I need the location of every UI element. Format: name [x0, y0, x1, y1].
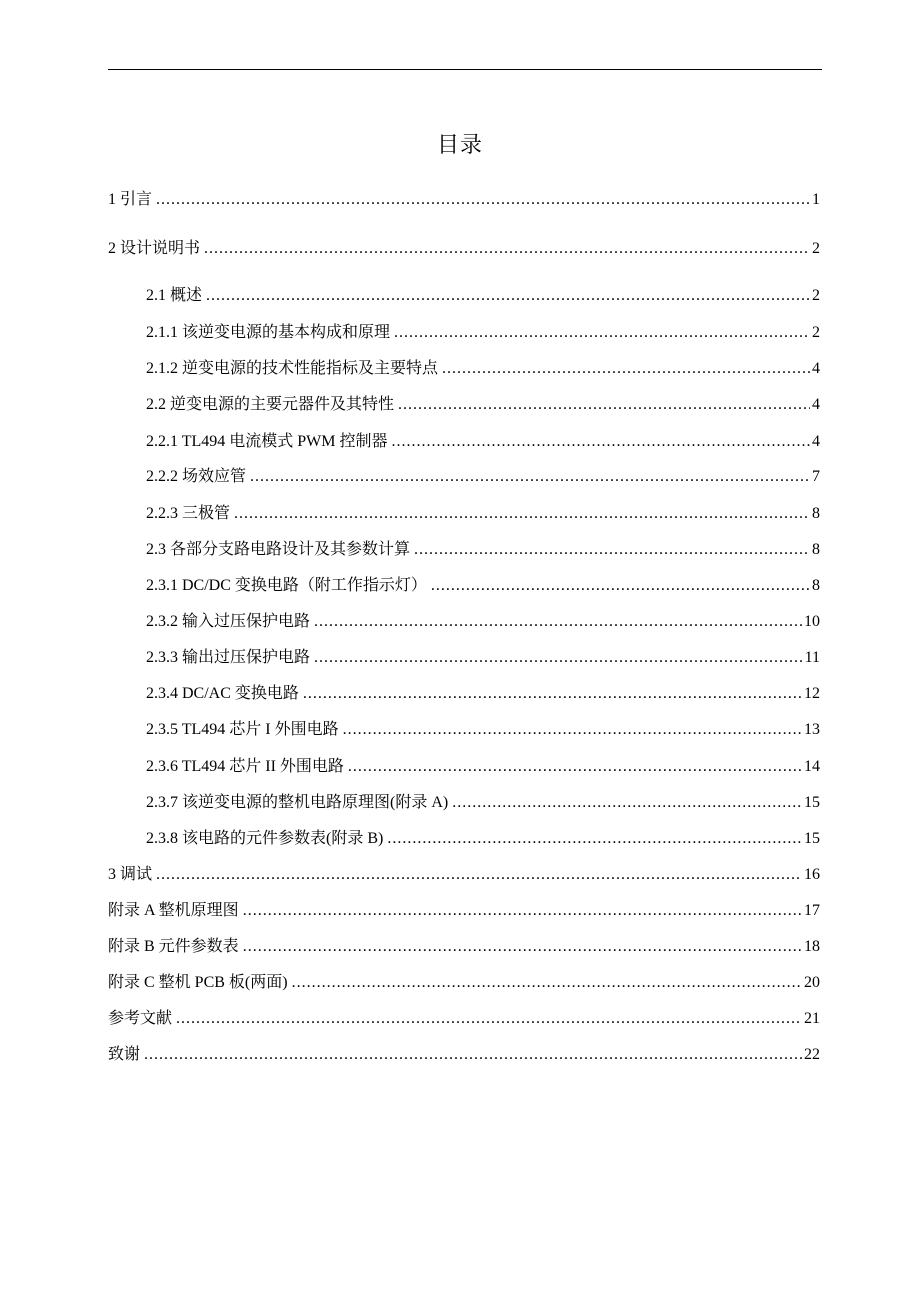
toc-entry[interactable] — [108, 937, 820, 957]
toc-leader-dots — [394, 323, 810, 343]
toc-entry[interactable] — [146, 286, 820, 306]
toc-entry-page: 11 — [804, 649, 820, 666]
toc-entry-label: 2.2.2 场效应管 — [146, 468, 247, 485]
toc-entry-label: 2.3.4 DC/AC 变换电路 — [146, 685, 299, 702]
toc-leader-dots — [414, 540, 810, 560]
toc-entry-page: 18 — [804, 938, 820, 955]
toc-entry-page: 21 — [804, 1010, 820, 1027]
toc-entry-label: 2.2 逆变电源的主要元器件及其特性 — [146, 396, 395, 413]
toc-entry-label: 2.3 各部分支路电路设计及其参数计算 — [146, 541, 411, 558]
toc-entry-page: 1 — [812, 191, 820, 208]
toc-entry[interactable] — [146, 504, 820, 524]
toc-leader-dots — [292, 973, 802, 993]
toc-entry[interactable] — [146, 432, 820, 452]
toc-entry[interactable] — [146, 684, 820, 704]
toc-entry-page: 8 — [812, 541, 820, 558]
toc-entry-label: 2.3.3 输出过压保护电路 — [146, 649, 311, 666]
page-title: 目录 — [436, 132, 483, 157]
toc-leader-dots — [156, 190, 810, 210]
toc-leader-dots — [250, 467, 810, 487]
toc-entry-label: 2.3.5 TL494 芯片 I 外围电路 — [146, 721, 339, 738]
toc-entry-page: 4 — [812, 360, 820, 377]
toc-leader-dots — [314, 612, 802, 632]
toc-entry-label: 2.1.2 逆变电源的技术性能指标及主要特点 — [146, 360, 439, 377]
toc-leader-dots — [144, 1045, 802, 1065]
toc-leader-dots — [206, 286, 810, 306]
toc-leader-dots — [392, 432, 811, 452]
toc-leader-dots — [387, 829, 802, 849]
toc-entry[interactable] — [108, 1009, 820, 1029]
toc-entry[interactable] — [108, 190, 820, 210]
toc-entry-label: 2.1.1 该逆变电源的基本构成和原理 — [146, 324, 391, 341]
toc-leader-dots — [204, 239, 810, 259]
toc-leader-dots — [314, 648, 803, 668]
toc-entry-page: 20 — [804, 974, 820, 991]
toc-entry-label: 2 设计说明书 — [108, 240, 201, 257]
toc-entry[interactable] — [146, 757, 820, 777]
toc-entry[interactable] — [146, 612, 820, 632]
toc-entry[interactable] — [146, 720, 820, 740]
toc-entry-page: 10 — [804, 613, 820, 630]
toc-entry-label: 1 引言 — [108, 191, 153, 208]
toc-entry[interactable] — [146, 467, 820, 487]
toc-entry[interactable] — [146, 395, 820, 415]
toc-leader-dots — [156, 865, 802, 885]
toc-entry-page: 8 — [812, 577, 820, 594]
toc-entry-page: 15 — [804, 794, 820, 811]
toc-entry-page: 4 — [812, 433, 820, 450]
toc-leader-dots — [398, 395, 810, 415]
toc-entry[interactable] — [108, 973, 820, 993]
toc-leader-dots — [303, 684, 802, 704]
toc-entry-label: 2.3.6 TL494 芯片 II 外围电路 — [146, 758, 344, 775]
toc-leader-dots — [452, 793, 802, 813]
toc-entry-page: 4 — [812, 396, 820, 413]
toc-entry[interactable] — [146, 576, 820, 596]
toc-entry[interactable] — [108, 1045, 820, 1065]
toc-entry-label: 2.3.8 该电路的元件参数表(附录 B) — [146, 830, 384, 847]
toc-entry[interactable] — [146, 829, 820, 849]
toc-entry-label: 附录 A 整机原理图 — [108, 902, 239, 919]
toc-entry-page: 17 — [804, 902, 820, 919]
toc-entry-page: 2 — [812, 324, 820, 341]
toc-entry-page: 22 — [804, 1046, 820, 1063]
toc-entry-label: 2.3.7 该逆变电源的整机电路原理图(附录 A) — [146, 794, 449, 811]
toc-leader-dots — [348, 757, 802, 777]
toc-entry[interactable] — [146, 648, 820, 668]
toc-entry-label: 附录 B 元件参数表 — [108, 938, 239, 955]
toc-leader-dots — [234, 504, 810, 524]
toc-entry-page: 2 — [812, 287, 820, 304]
toc-entry-page: 15 — [804, 830, 820, 847]
toc-leader-dots — [243, 937, 802, 957]
toc-entry[interactable] — [146, 540, 820, 560]
toc-entry-label: 参考文献 — [108, 1010, 173, 1027]
toc-entry-label: 2.3.1 DC/DC 变换电路（附工作指示灯） — [146, 577, 427, 594]
toc-entry[interactable] — [108, 865, 820, 885]
toc-entry[interactable] — [146, 793, 820, 813]
toc-leader-dots — [243, 901, 802, 921]
toc-entry-page: 13 — [804, 721, 820, 738]
toc-entry-page: 8 — [812, 505, 820, 522]
toc-entry[interactable] — [146, 323, 820, 343]
toc-entry[interactable] — [108, 239, 820, 259]
toc-entry[interactable] — [146, 359, 820, 379]
toc-leader-dots — [431, 576, 810, 596]
toc-leader-dots — [343, 720, 802, 740]
toc-entry-page: 16 — [804, 866, 820, 883]
toc-entry-label: 附录 C 整机 PCB 板(两面) — [108, 974, 288, 991]
toc-leader-dots — [442, 359, 810, 379]
toc-entry-label: 3 调试 — [108, 866, 153, 883]
toc-entry[interactable] — [108, 901, 820, 921]
header-rule — [108, 69, 822, 70]
toc-entry-page: 7 — [812, 468, 820, 485]
toc-entry-page: 2 — [812, 240, 820, 257]
toc-entry-label: 致谢 — [108, 1046, 141, 1063]
toc-entry-label: 2.2.1 TL494 电流模式 PWM 控制器 — [146, 433, 388, 450]
toc-entry-label: 2.2.3 三极管 — [146, 505, 231, 522]
toc-entry-page: 14 — [804, 758, 820, 775]
toc-entry-page: 12 — [804, 685, 820, 702]
toc-entry-label: 2.1 概述 — [146, 287, 203, 304]
toc-entry-label: 2.3.2 输入过压保护电路 — [146, 613, 311, 630]
toc-leader-dots — [176, 1009, 802, 1029]
